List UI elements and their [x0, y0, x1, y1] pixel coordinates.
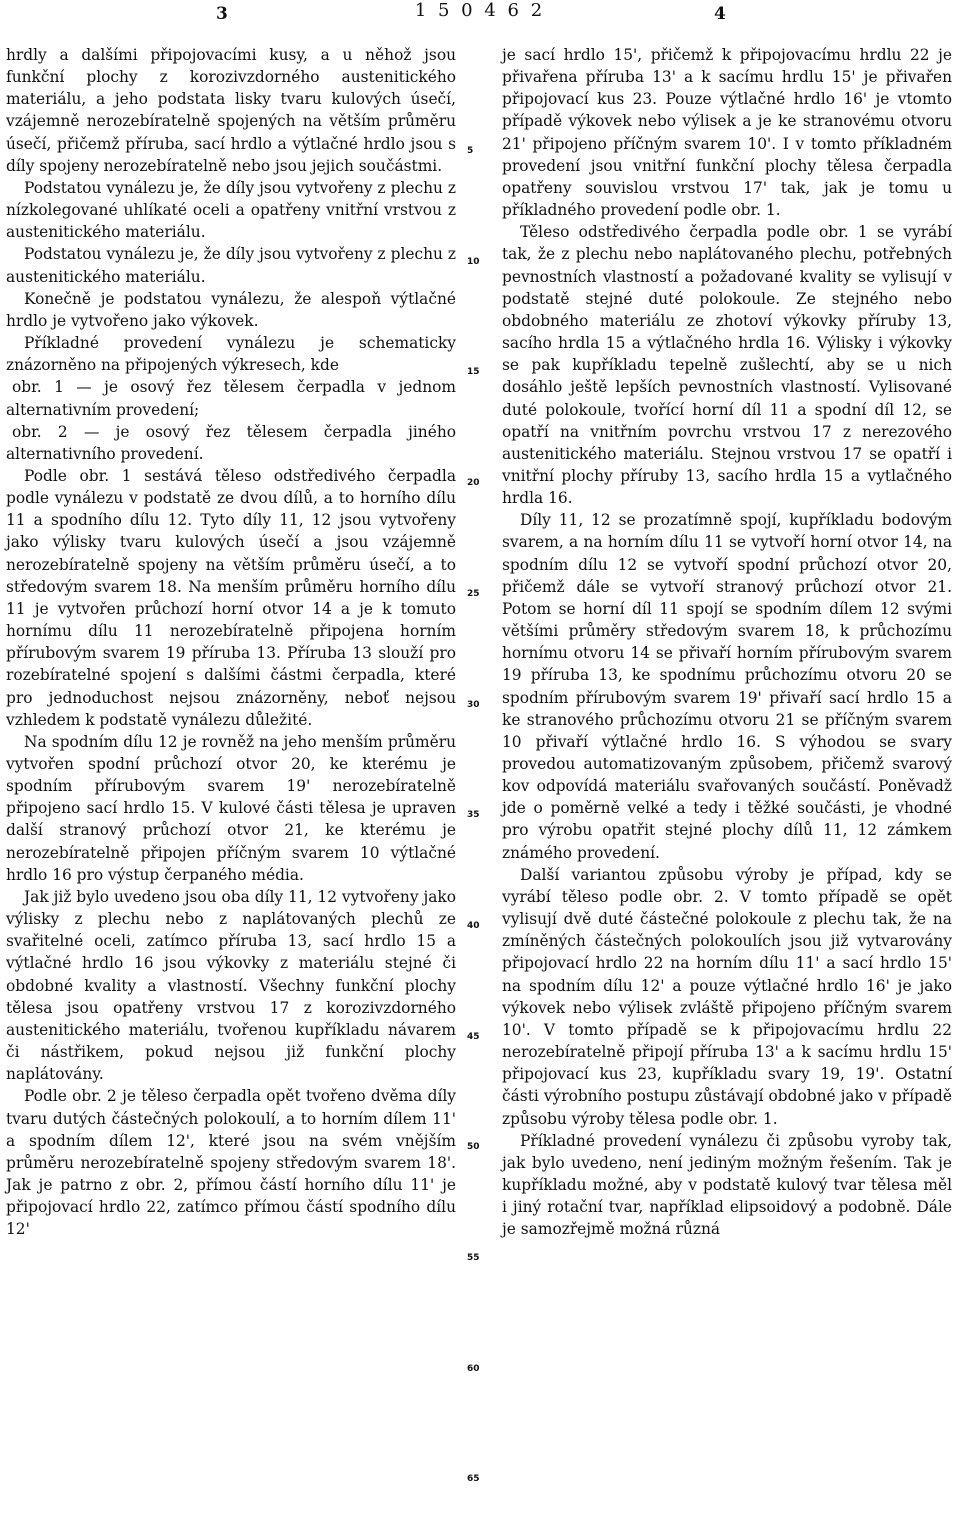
paragraph: Příkladné provedení vynálezu je schematicky znázorněno na připojených výkresech, kde [6, 334, 456, 375]
paragraph: Podle obr. 2 je těleso čerpadla opět tvořeno dvěma díly tvaru dutých částečných polokoulí, a to horním dílem 11' a spodním dílem 12', které jsou na svém vnějším průměru nerozebíratelně spojeny středovým svarem 18'. Jak je patrno z obr. 2, přímou částí horního dílu 11' je připojovací hrdlo 22, zatímco přímou částí spodního dílu 12' [6, 1087, 456, 1239]
patent-number: 1 5 0 4 6 2 [414, 0, 546, 21]
left-text-column [6, 44, 456, 1240]
paragraph: hrdly a dalšími připojovacími kusy, a u něhož jsou funkční plochy z korozivzdorného austenitického materiálu, a jeho podstata lisky tvaru kulových úsečí, vzájemně nerozebíratelně spojených na větším průměru úsečí, přičemž příruba, sací hrdlo a výtlačné hrdlo jsou s díly spojeny nerozebíratelně nebo jsou jejich součástmi. [6, 46, 456, 175]
line-number: 55 [467, 1253, 480, 1263]
line-number: 65 [467, 1474, 480, 1485]
paragraph: Jak již bylo uvedeno jsou oba díly 11, 12 vytvořeny jako výlisky z plechu nebo z naplátovaných plechů ze svařitelné oceli, zatímco příruba 13, sací hrdlo 15 a výtlačné hrdlo 16 jsou výkovky z materiálu stejné či obdobné kvality a vlastností. Všechny funkční plochy tělesa jsou opatřeny vrstvou 17 z korozivzdorného austenitického materiálu, tvořenou kupříkladu návarem či nástřikem, pokud nejsou již funkční plochy naplátovány. [6, 887, 456, 1084]
page-number-left: 3 [216, 4, 228, 24]
paragraph: je sací hrdlo 15', přičemž k připojovacímu hrdlu 22 je přivařena příruba 13' a k sacímu hrdlu 15' je přivařen připojovací kus 23. Pouze výtlačné hrdlo 16' je vtomto případě výkovek nebo výlisek a je ke stranovému otvoru 21' připojeno příčným svarem 10'. I v tomto příkladném provedení jsou vnitřní funkční plochy tělesa čerpadla opatřeny souvislou vrstvou 17' tak, jak je tomu u příkladného provedení podle obr. 1. [502, 46, 952, 220]
line-number: 35 [467, 810, 480, 821]
paragraph: Konečně je podstatou vynálezu, že alespoň výtlačné hrdlo je vytvořeno jako výkovek. [6, 289, 456, 330]
line-number: 25 [467, 588, 480, 599]
paragraph: Díly 11, 12 se prozatímně spojí, kupříkladu bodovým svarem, a na horním dílu 11 se vytvoří horní otvor 14, na spodním dílu 12 se vytvoří spodní průchozí otvor 20, přičemž dále se vytvoří stranový průchozí otvor 21. Potom se horní díl 11 spojí se spodním dílem 12 svými většími průměry středovým svarem 18, k průchozímu hornímu otvoru 14 se přivaří horním přírubovým svarem 19 příruba 13, ke spodnímu průchozímu otvoru 20 se spodním přírubovým svarem 19' přivaří sací hrdlo 15 a ke stranového průchozímu otvoru 21 se příčným svarem 10 přivaří výtlačné hrdlo 16. S výhodou se svary provedou automatizovaným způsobem, přičemž svarový kov odpovídá materiálu svařovaných součástí. Poněvadž jde o poměrně velké a tedy i těžké součásti, je vhodné pro výrobu opatřit stejné plochy dílů 11, 12 zámkem známého provedení. [502, 511, 952, 862]
paragraph: Podle obr. 1 sestává těleso odstředivého čerpadla podle vynálezu v podstatě ze dvou dílů, a to horního dílu 11 a spodního dílu 12. Tyto díly 11, 12 jsou vytvořeny jako výlisky tvaru kulových úsečí a jsou vzájemně nerozebíratelně spojeny na větším průměru úsečí, a to středovým svarem 18. Na menším průměru horního dílu 11 je vytvořen průchozí horní otvor 14 a je k tomuto hornímu dílu 11 nerozebíratelně připojena horním přírubovým svarem 19 příruba 13. Příruba 13 slouží pro rozebíratelné spojení s dalšími částmi čerpadla, které pro jednoduchost nejsou znázorněny, neboť nejsou vzhledem k podstatě vynálezu důležité. [6, 466, 456, 729]
line-number: 40 [467, 920, 480, 931]
paragraph: Podstatou vynálezu je, že díly jsou vytvořeny z plechu z austenitického materiálu. [6, 245, 456, 286]
paragraph: Příkladné provedení vynálezu či způsobu vyroby tak, jak bylo uvedeno, není jediným možným řešením. Tak je kupříkladu možné, aby v podstatě kulový tvar tělesa měl i jiný rotační tvar, například elipsoidový a podobně. Dále je samozřejmě možná různá [502, 1131, 952, 1239]
paragraph: obr. 2 — je osový řez tělesem čerpadla jiného alternativního provedení. [6, 422, 456, 463]
paragraph: Podstatou vynálezu je, že díly jsou vytvořeny z plechu z nízkolegované uhlíkaté oceli a opatřeny vnitřní vrstvou z austenitického materiálu. [6, 178, 456, 242]
line-number: 10 [467, 256, 480, 267]
paragraph: obr. 1 — je osový řez tělesem čerpadla v jednom alternativním provedení; [6, 378, 456, 419]
line-number: 20 [467, 478, 480, 489]
paragraph: Těleso odstředivého čerpadla podle obr. 1 se vyrábí tak, že z plechu nebo naplátovaného plechu, potřebných pevnostních vlastností a požadované kvality se vylisují v podstatě stejné duté polokoule. Ze stejného nebo obdobného materiálu ze zhotoví výkovky příruby 13, sacího hrdla 15 a výtlačného hrdla 16. Výlisky i výkovky se pak kupříkladu tepelně zušlechtí, aby se u nich dosáhlo ještě lepších pevnostních vlastností. Vylisované duté polokoule, tvořící horní díl 11 a spodní díl 12, se opatří na vnitřním povrchu vrstvou 17 z nerezového austenitického materiálu. Stejnou vrstvou 17 se opatří i vnitřní plochy příruby 13, sacího hrdla 15 a vytlačného hrdla 16. [502, 223, 952, 508]
line-number: 5 [467, 146, 474, 156]
paragraph: Na spodním dílu 12 je rovněž na jeho menším průměru vytvořen spodní průchozí otvor 20, ke kterému je spodním přírubovým svarem 19' nerozebíratelně připojeno sací hrdlo 15. V kulové části tělesa je upraven další stranový průchozí otvor 21, ke kterému je nerozebíratelně připojen příčným svarem 10 výtlačné hrdlo 16 pro výstup čerpaného média. [6, 732, 456, 884]
right-text-column [502, 44, 952, 1240]
line-number: 45 [467, 1031, 480, 1042]
line-number: 50 [467, 1142, 480, 1153]
line-number: 15 [467, 367, 480, 378]
paragraph: Další variantou způsobu výroby je případ, kdy se vyrábí těleso podle obr. 2. V tomto případě se opět vylisují dvě duté částečné polokoule z plechu tak, že na zmíněných částečných polokoulích jsou již vytvarovány připojovací hrdlo 22 na horním dílu 11' a sací hrdlo 15' na spodním dílu 12' a pouze výtlačné hrdlo 16' je jako výkovek nebo výlisek zvláště připojeno příčným svarem 10'. V tomto případě se k připojovacímu hrdlu 22 nerozebíratelně připojí příruba 13' a k sacímu hrdlu 15' připojovací kus 23, kupříkladu svary 19, 19'. Ostatní části výrobního postupu zůstávají obdobné jako v případě způsobu výroby tělesa podle obr. 1. [502, 865, 952, 1128]
line-number: 30 [467, 699, 480, 710]
page-number-right: 4 [714, 4, 726, 24]
line-number: 60 [467, 1363, 480, 1374]
